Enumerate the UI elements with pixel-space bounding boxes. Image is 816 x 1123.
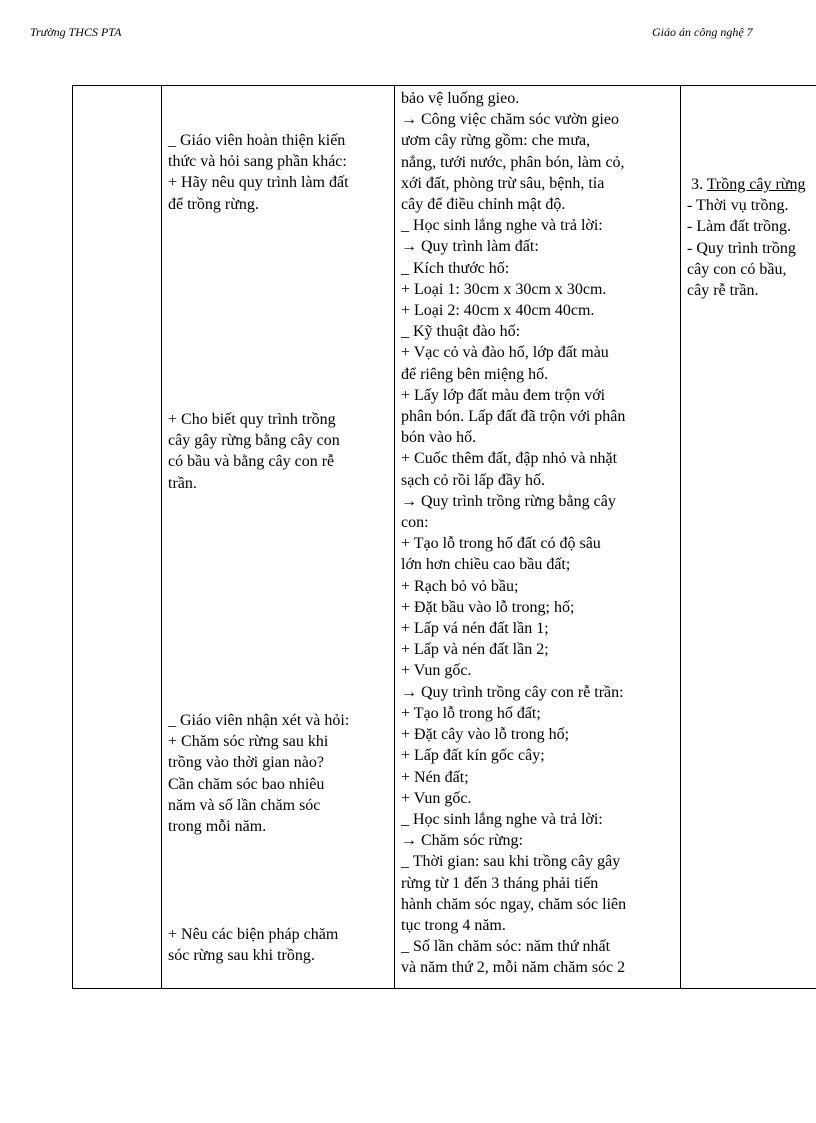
text-line: thức và hỏi sang phần khác: <box>168 153 347 171</box>
text-line: phân bón. Lấp đất đã trộn với phân <box>401 408 626 426</box>
text-line: - Thời vụ trồng. <box>687 197 789 215</box>
section-heading <box>687 174 805 195</box>
text-line: + Vạc cỏ và đào hố, lớp đất màu <box>401 344 609 362</box>
text-line: + Nén đất; <box>401 768 469 786</box>
column-divider <box>394 86 395 988</box>
text-line: + Tạo lỗ trong hố đất; <box>401 704 541 722</box>
text-line: + Vun gốc. <box>401 789 472 807</box>
text-line: + Lấy lớp đất màu đem trộn với <box>401 386 606 404</box>
text-line: + Rạch bỏ vỏ bầu; <box>401 577 519 595</box>
text-line: trong mỗi năm. <box>168 818 267 836</box>
text-line: + Hãy nêu quy trình làm đất <box>168 174 349 192</box>
text-line: năm và số lần chăm sóc <box>168 796 321 814</box>
text-line: _ Kích thước hố: <box>401 259 510 277</box>
text-line: + Cuốc thêm đất, đập nhỏ và nhặt <box>401 450 618 468</box>
text-line: nắng, tưới nước, phân bón, làm cỏ, <box>401 153 625 171</box>
text-line: _ Giáo viên hoàn thiện kiến <box>168 132 346 149</box>
text-line: _ Kỹ thuật đào hố: <box>401 323 521 341</box>
text-line: để riêng bên miệng hố. <box>401 365 549 383</box>
text-line: trần. <box>168 474 197 492</box>
text-line: + Đặt cây vào lỗ trong hố; <box>401 726 570 744</box>
text-line: _ Thời gian: sau khi trồng cây gây <box>401 853 621 871</box>
text-line: bảo vệ luống gieo. <box>401 90 520 107</box>
text-line: và năm thứ 2, mỗi năm chăm sóc 2 <box>401 959 626 977</box>
text-line: → Quy trình trồng cây con rễ trần: <box>401 683 624 701</box>
text-line: ươm cây rừng gồm: che mưa, <box>401 132 591 150</box>
text-line: trồng vào thời gian nào? <box>168 754 324 772</box>
text-line: → Chăm sóc rừng: <box>401 832 523 850</box>
content-column <box>687 174 805 301</box>
text-line: + Tạo lỗ trong hố đất có độ sâu <box>401 535 601 553</box>
text-line: → Quy trình làm đất: <box>401 238 539 256</box>
teacher-block-2 <box>168 409 340 494</box>
text-line: bón vào hố. <box>401 429 477 447</box>
text-line: + Cho biết quy trình trồng <box>168 411 336 428</box>
text-line: có bầu và bằng cây con rễ <box>168 453 335 471</box>
text-line: tục trong 4 năm. <box>401 916 506 934</box>
text-line: - Quy trình trồng <box>687 239 796 257</box>
text-line: cây để điều chỉnh mật độ. <box>401 196 566 214</box>
text-line: _ Giáo viên nhận xét và hỏi: <box>168 712 350 729</box>
text-line: + Loại 1: 30cm x 30cm x 30cm. <box>401 280 607 298</box>
text-line: + Chăm sóc rừng sau khi <box>168 733 329 751</box>
text-line: + Lấp và nén đất lần 2; <box>401 641 549 659</box>
lesson-table <box>72 85 816 989</box>
teacher-block-3 <box>168 710 349 837</box>
header-school-name: Trường THCS PTA <box>30 25 122 39</box>
student-column <box>401 88 626 979</box>
text-line: + Lấp vá nén đất lần 1; <box>401 620 549 638</box>
text-line: sạch cỏ rồi lấp đầy hố. <box>401 471 545 489</box>
text-line: sóc rừng sau khi trồng. <box>168 947 315 965</box>
text-line: cây con có bầu, <box>687 260 787 278</box>
text-line: + Lấp đất kín gốc cây; <box>401 747 545 765</box>
section-number: 3. <box>691 176 707 193</box>
teacher-block-1 <box>168 130 349 215</box>
column-divider <box>680 86 681 988</box>
text-line: _ Số lần chăm sóc: năm thứ nhất <box>401 938 611 956</box>
text-line: cây rễ trần. <box>687 282 759 300</box>
text-line: để trồng rừng. <box>168 195 259 213</box>
text-line: Cần chăm sóc bao nhiêu <box>168 775 325 793</box>
text-line: _ Học sinh lắng nghe và trả lời: <box>401 810 603 828</box>
teacher-block-4 <box>168 924 338 966</box>
text-line: + Đặt bầu vào lỗ trong; hố; <box>401 598 575 616</box>
column-divider <box>161 86 162 988</box>
text-line: hành chăm sóc ngay, chăm sóc liên <box>401 895 627 913</box>
text-line: + Loại 2: 40cm x 40cm 40cm. <box>401 302 595 320</box>
text-line: xới đất, phòng trừ sâu, bệnh, tỉa <box>401 174 605 192</box>
section-title: Trồng cây rừng <box>706 176 806 193</box>
text-line: + Vun gốc. <box>401 662 472 680</box>
text-line: - Làm đất trồng. <box>687 218 791 236</box>
text-line: rừng từ 1 đến 3 tháng phải tiến <box>401 874 599 892</box>
text-line: + Nêu các biện pháp chăm <box>168 926 339 943</box>
text-line: lớn hơn chiều cao bầu đất; <box>401 556 571 574</box>
text-line: cây gây rừng bằng cây con <box>168 432 340 450</box>
text-line: → Quy trình trồng rừng bằng cây <box>401 492 616 510</box>
text-line: _ Học sinh lắng nghe và trả lời: <box>401 217 603 235</box>
text-line: con: <box>401 514 429 532</box>
text-line: → Công việc chăm sóc vườn gieo <box>401 111 619 129</box>
header-lesson-title: Giáo án công nghệ 7 <box>652 25 753 39</box>
